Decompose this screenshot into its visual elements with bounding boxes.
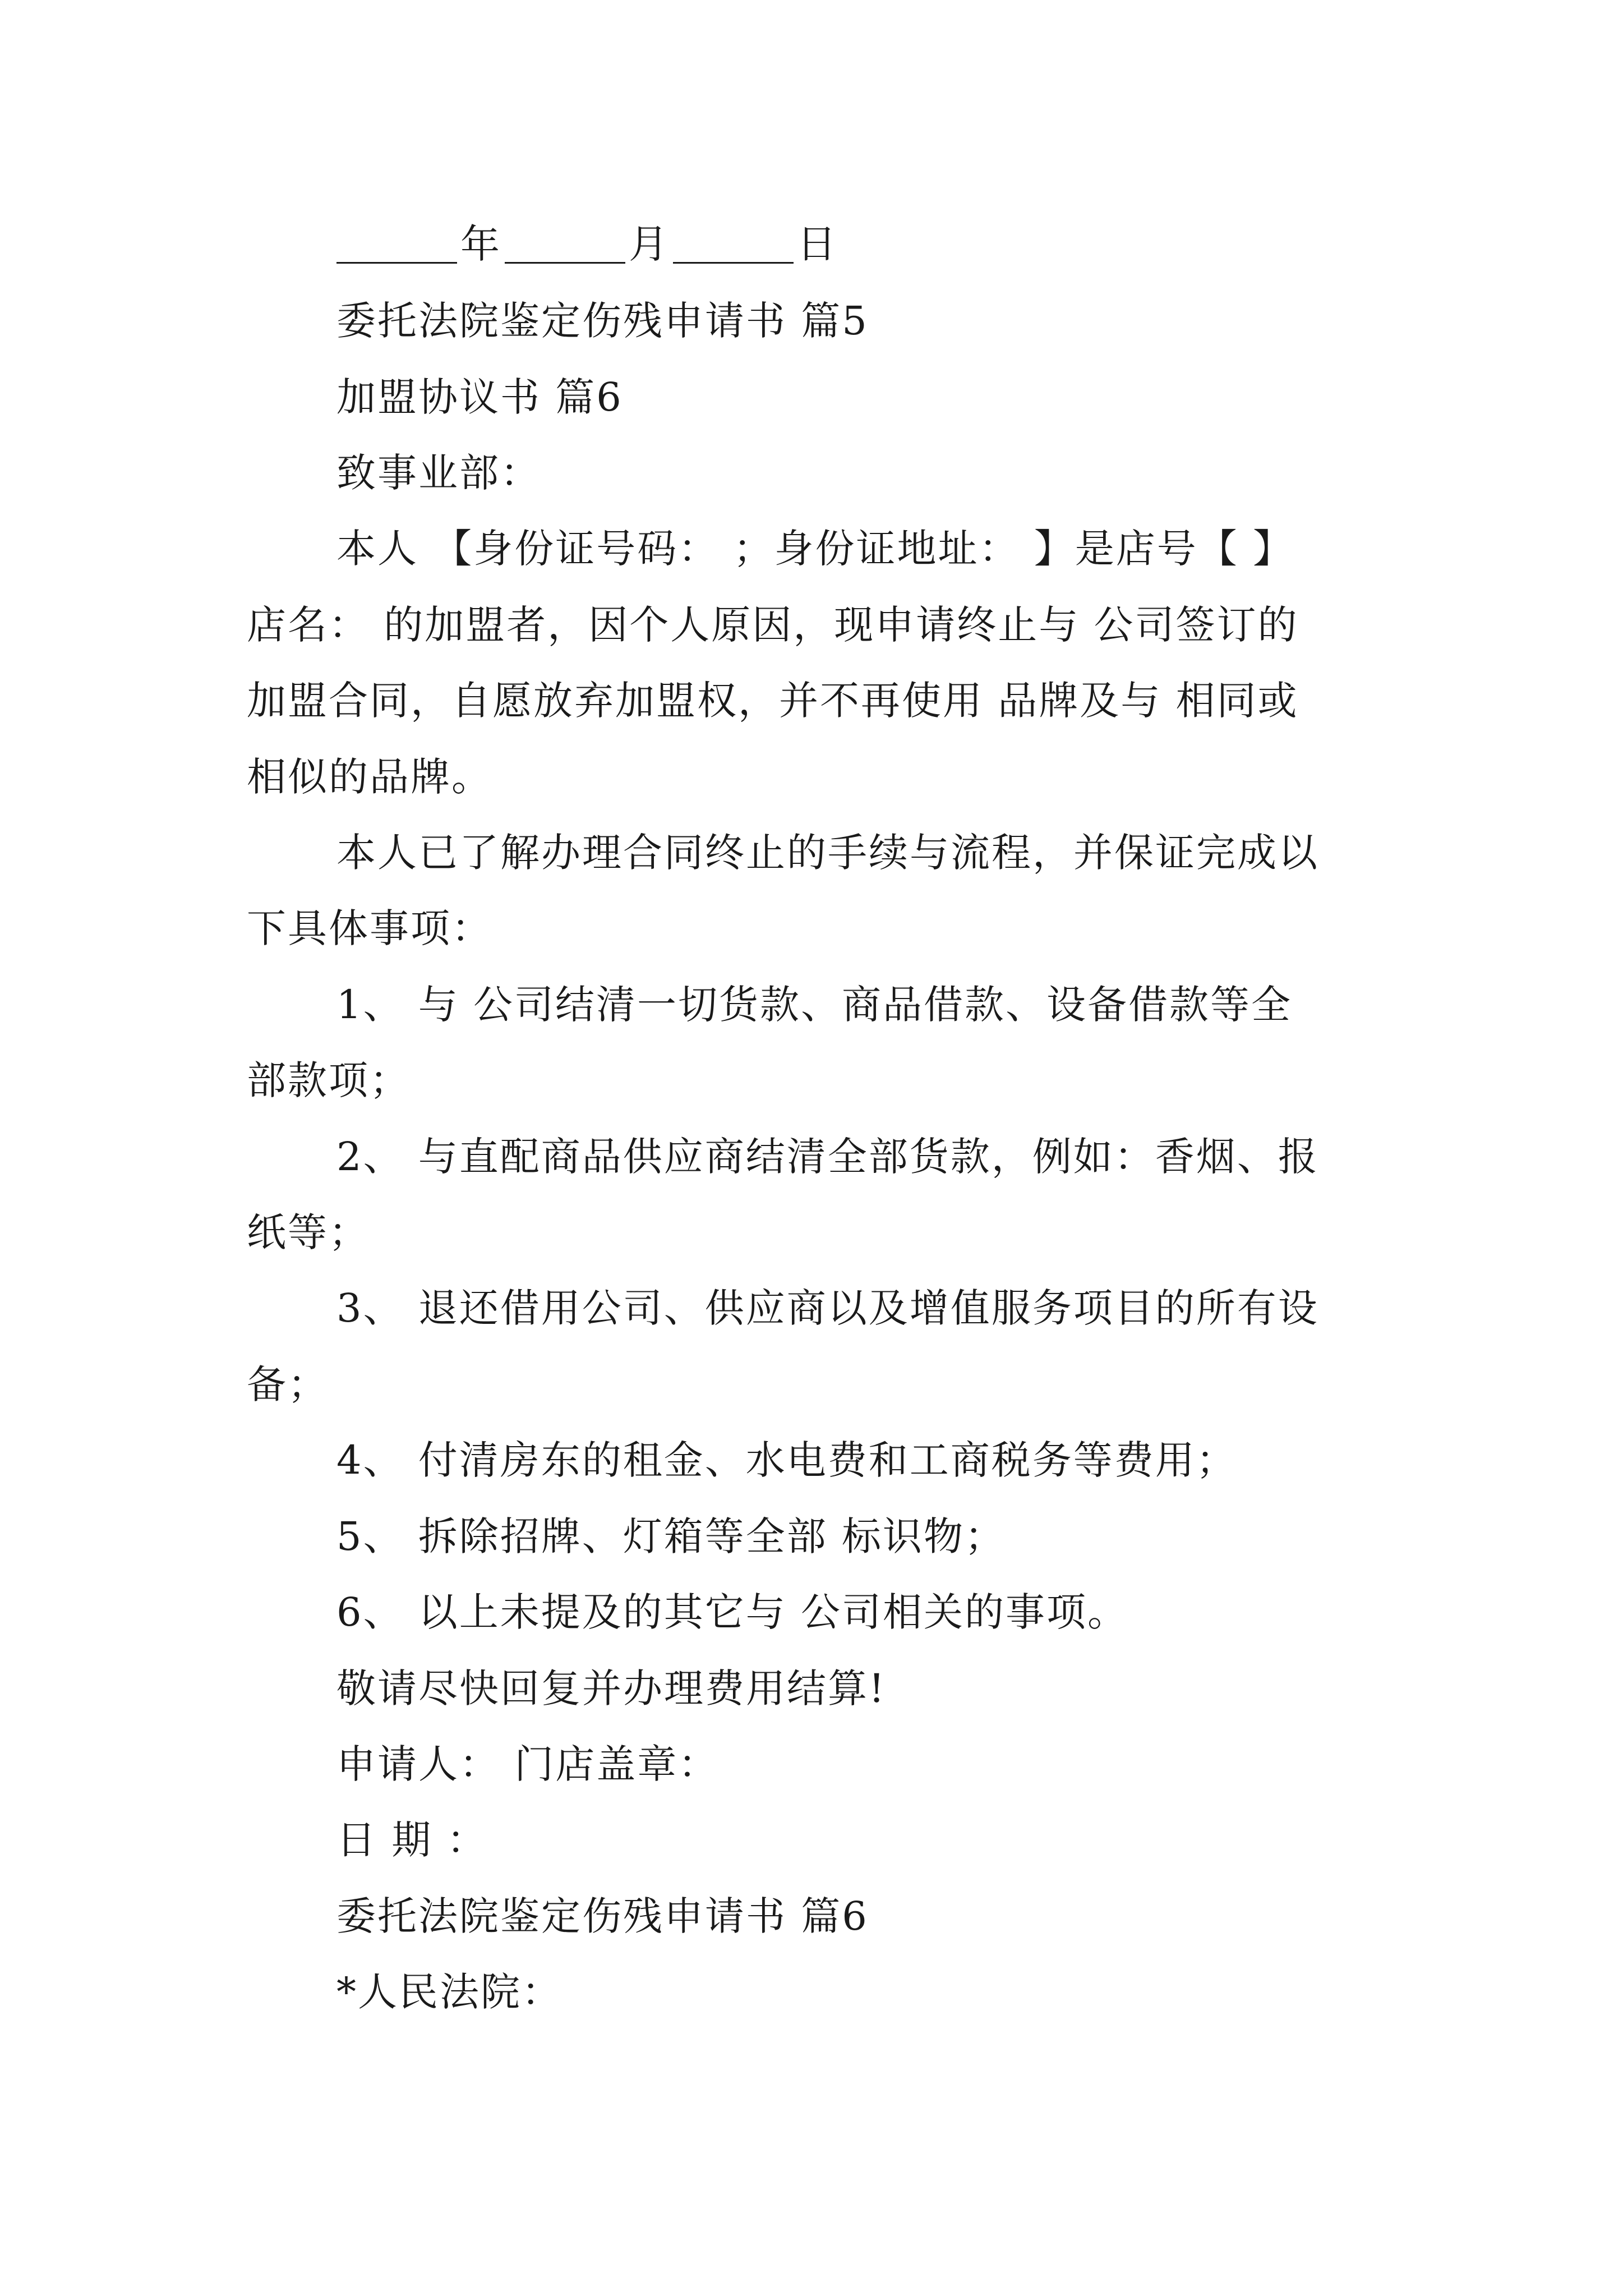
- list-item-3-line-2: 备；: [247, 1361, 329, 1407]
- list-item-1-line-1: 1、 与 公司结清一切货款、商品借款、设备借款等全: [336, 982, 1293, 1028]
- section-heading-6: 委托法院鉴定伤残申请书 篇6: [336, 1893, 869, 1939]
- paragraph-1-line-2: 店名： 的加盟者，因个人原因，现申请终止与 公司签订的: [247, 602, 1299, 648]
- month-label: 月: [629, 221, 670, 267]
- section-heading-5: 委托法院鉴定伤残申请书 篇5: [336, 298, 869, 344]
- paragraph-2-line-2: 下具体事项：: [247, 905, 492, 951]
- addressee: 致事业部：: [336, 450, 541, 496]
- closing-request: 敬请尽快回复并办理费用结算!: [336, 1665, 887, 1711]
- list-item-5: 5、 拆除招牌、灯箱等全部 标识物；: [336, 1513, 1006, 1559]
- list-item-3-line-1: 3、 退还借用公司、供应商以及增值服务项目的所有设: [336, 1285, 1319, 1331]
- list-item-2-line-2: 纸等；: [247, 1209, 370, 1255]
- date-label: 日 期 ：: [336, 1817, 488, 1863]
- month-blank: [505, 227, 625, 264]
- year-blank: [336, 227, 457, 264]
- paragraph-1-line-1: 本人 【身份证号码： ；身份证地址： 】是店号【 】: [336, 526, 1294, 572]
- court-addressee: *人民法院：: [336, 1969, 562, 2015]
- list-item-2-line-1: 2、 与直配商品供应商结清全部货款，例如：香烟、报: [336, 1134, 1319, 1180]
- paragraph-1-line-4: 相似的品牌。: [247, 754, 492, 800]
- day-blank: [673, 227, 794, 264]
- section-heading-6-agreement: 加盟协议书 篇6: [336, 374, 623, 420]
- paragraph-2-line-1: 本人已了解办理合同终止的手续与流程，并保证完成以: [336, 830, 1319, 876]
- list-item-1-line-2: 部款项；: [247, 1057, 411, 1103]
- paragraph-1-line-3: 加盟合同，自愿放弃加盟权，并不再使用 品牌及与 相同或: [247, 678, 1299, 724]
- day-label: 日: [797, 221, 838, 267]
- list-item-4: 4、 付清房东的租金、水电费和工商税务等费用；: [336, 1437, 1237, 1483]
- year-label: 年: [460, 221, 501, 267]
- applicant-signature-line: 申请人： 门店盖章：: [336, 1741, 720, 1787]
- list-item-6: 6、 以上未提及的其它与 公司相关的事项。: [336, 1589, 1129, 1635]
- date-fill-line: [336, 221, 838, 267]
